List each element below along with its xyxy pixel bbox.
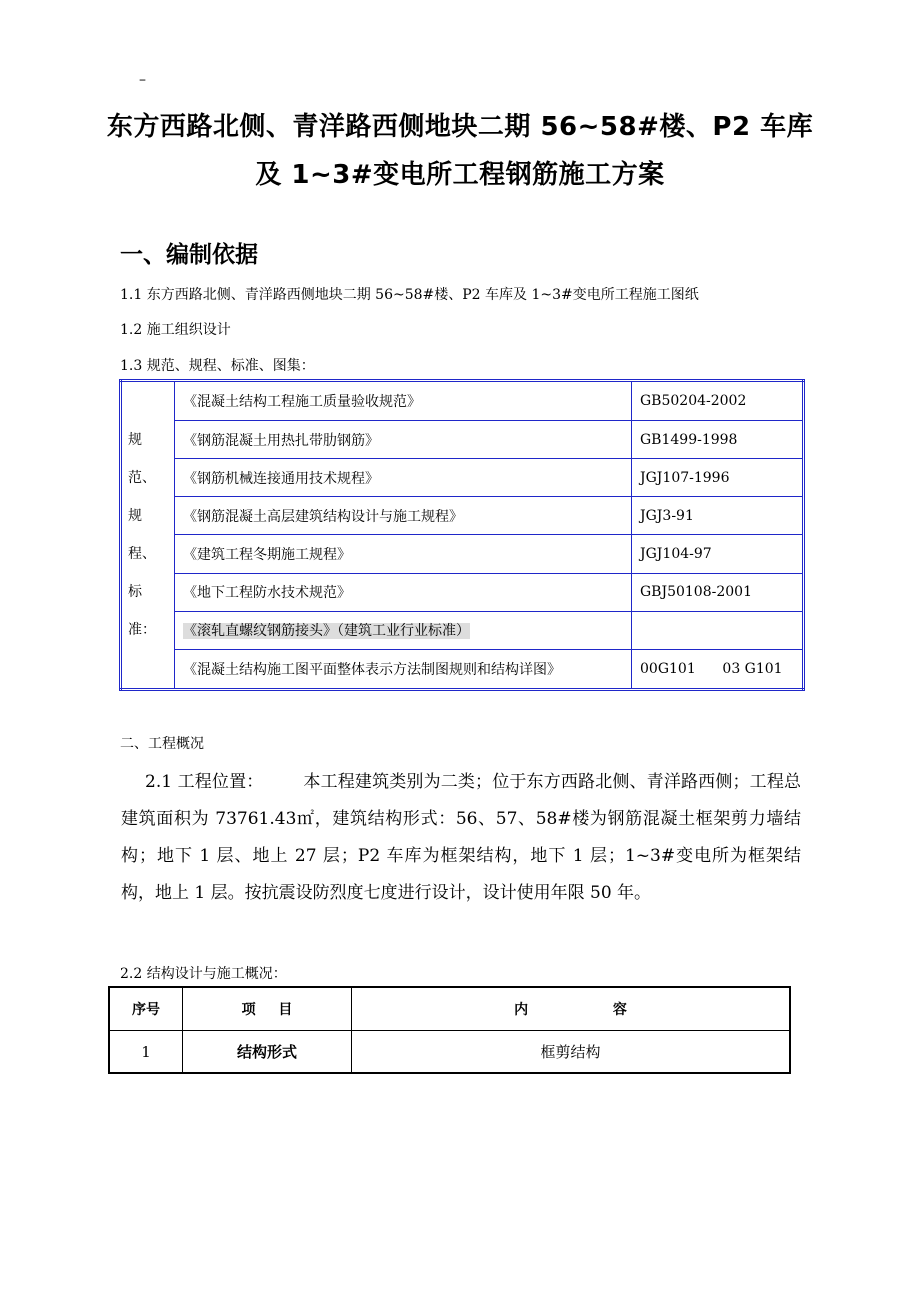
spec-name-cell: 《钢筋机械连接通用技术规程》 [175, 459, 632, 497]
project-location-paragraph [121, 764, 801, 912]
spec-code-cell: GB1499-1998 [632, 420, 804, 458]
spec-code-cell: JGJ104-97 [632, 535, 804, 573]
basis-item-3: 1.3 规范、规程、标准、图集： [120, 358, 315, 374]
header-mark: – [139, 72, 146, 88]
row-no: 1 [109, 1031, 183, 1074]
spec-name-cell: 《混凝土结构工程施工质量验收规范》 [175, 381, 632, 421]
highlighted-spec-name: 《滚轧直螺纹钢筋接头》（建筑工业行业标准） [183, 623, 470, 640]
spec-code-cell: GB50204-2002 [632, 381, 804, 421]
header-item: 项 目 [183, 987, 352, 1031]
spec-name-cell: 《地下工程防水技术规范》 [175, 573, 632, 611]
table-row [121, 497, 804, 535]
table-header-row [109, 987, 790, 1031]
overview-table [108, 986, 791, 1074]
basis-item-1: 1.1 东方西路北侧、青洋路西侧地块二期 56~58#楼、P2 车库及 1~3#变电所工程施工图纸 [120, 287, 699, 303]
section2-heading: 二、工程概况 [120, 736, 204, 752]
spec-code-cell: JGJ107-1996 [632, 459, 804, 497]
document-title-line1: 东方西路北侧、青洋路西侧地块二期 56~58#楼、P2 车库 [106, 112, 814, 142]
project-location-text: 本工程建筑类别为二类；位于东方西路北侧、青洋路西侧；工程总建筑面积为 73761.43㎡，建筑结构形式：56、57、58#楼为钢筋混凝土框架剪力墙结构；地下 1 层、地上 27 层；P2 车库为框架结构，地下 1 层；1~3#变电所为框架结构，地上 1 层。按抗震设防烈度七度进行设计，设计使用年限 50 年。 [121, 772, 801, 903]
table-row [121, 459, 804, 497]
table-row [121, 573, 804, 611]
row-item: 结构形式 [183, 1031, 352, 1074]
spec-code-cell [632, 611, 804, 649]
table-row [121, 611, 804, 649]
project-location-label: 2.1 工程位置： [145, 772, 264, 792]
spec-name-cell: 《混凝土结构施工图平面整体表示方法制图规则和结构详图》 [175, 649, 632, 689]
spec-category-cell: 规范、规程、标准： [121, 381, 175, 690]
header-content: 内 容 [352, 987, 791, 1031]
spec-name-cell: 《钢筋混凝土用热扎带肋钢筋》 [175, 420, 632, 458]
table-row [121, 535, 804, 573]
spec-table [119, 379, 805, 691]
structure-overview-label: 2.2 结构设计与施工概况： [120, 966, 287, 982]
document-title-line2: 及 1~3#变电所工程钢筋施工方案 [255, 160, 665, 190]
spec-name-cell [175, 611, 632, 649]
header-no: 序号 [109, 987, 183, 1031]
spec-name-cell: 《建筑工程冬期施工规程》 [175, 535, 632, 573]
section1-heading: 一、编制依据 [120, 242, 258, 268]
row-content: 框剪结构 [352, 1031, 791, 1074]
spec-code-cell: 00G101 03 G101 [632, 649, 804, 689]
spec-code-cell: JGJ3-91 [632, 497, 804, 535]
spec-name-cell: 《钢筋混凝土高层建筑结构设计与施工规程》 [175, 497, 632, 535]
table-row [121, 381, 804, 421]
spec-code-cell: GBJ50108-2001 [632, 573, 804, 611]
table-row [109, 1031, 790, 1074]
table-row [121, 420, 804, 458]
basis-item-2: 1.2 施工组织设计 [120, 322, 231, 338]
table-row [121, 649, 804, 689]
